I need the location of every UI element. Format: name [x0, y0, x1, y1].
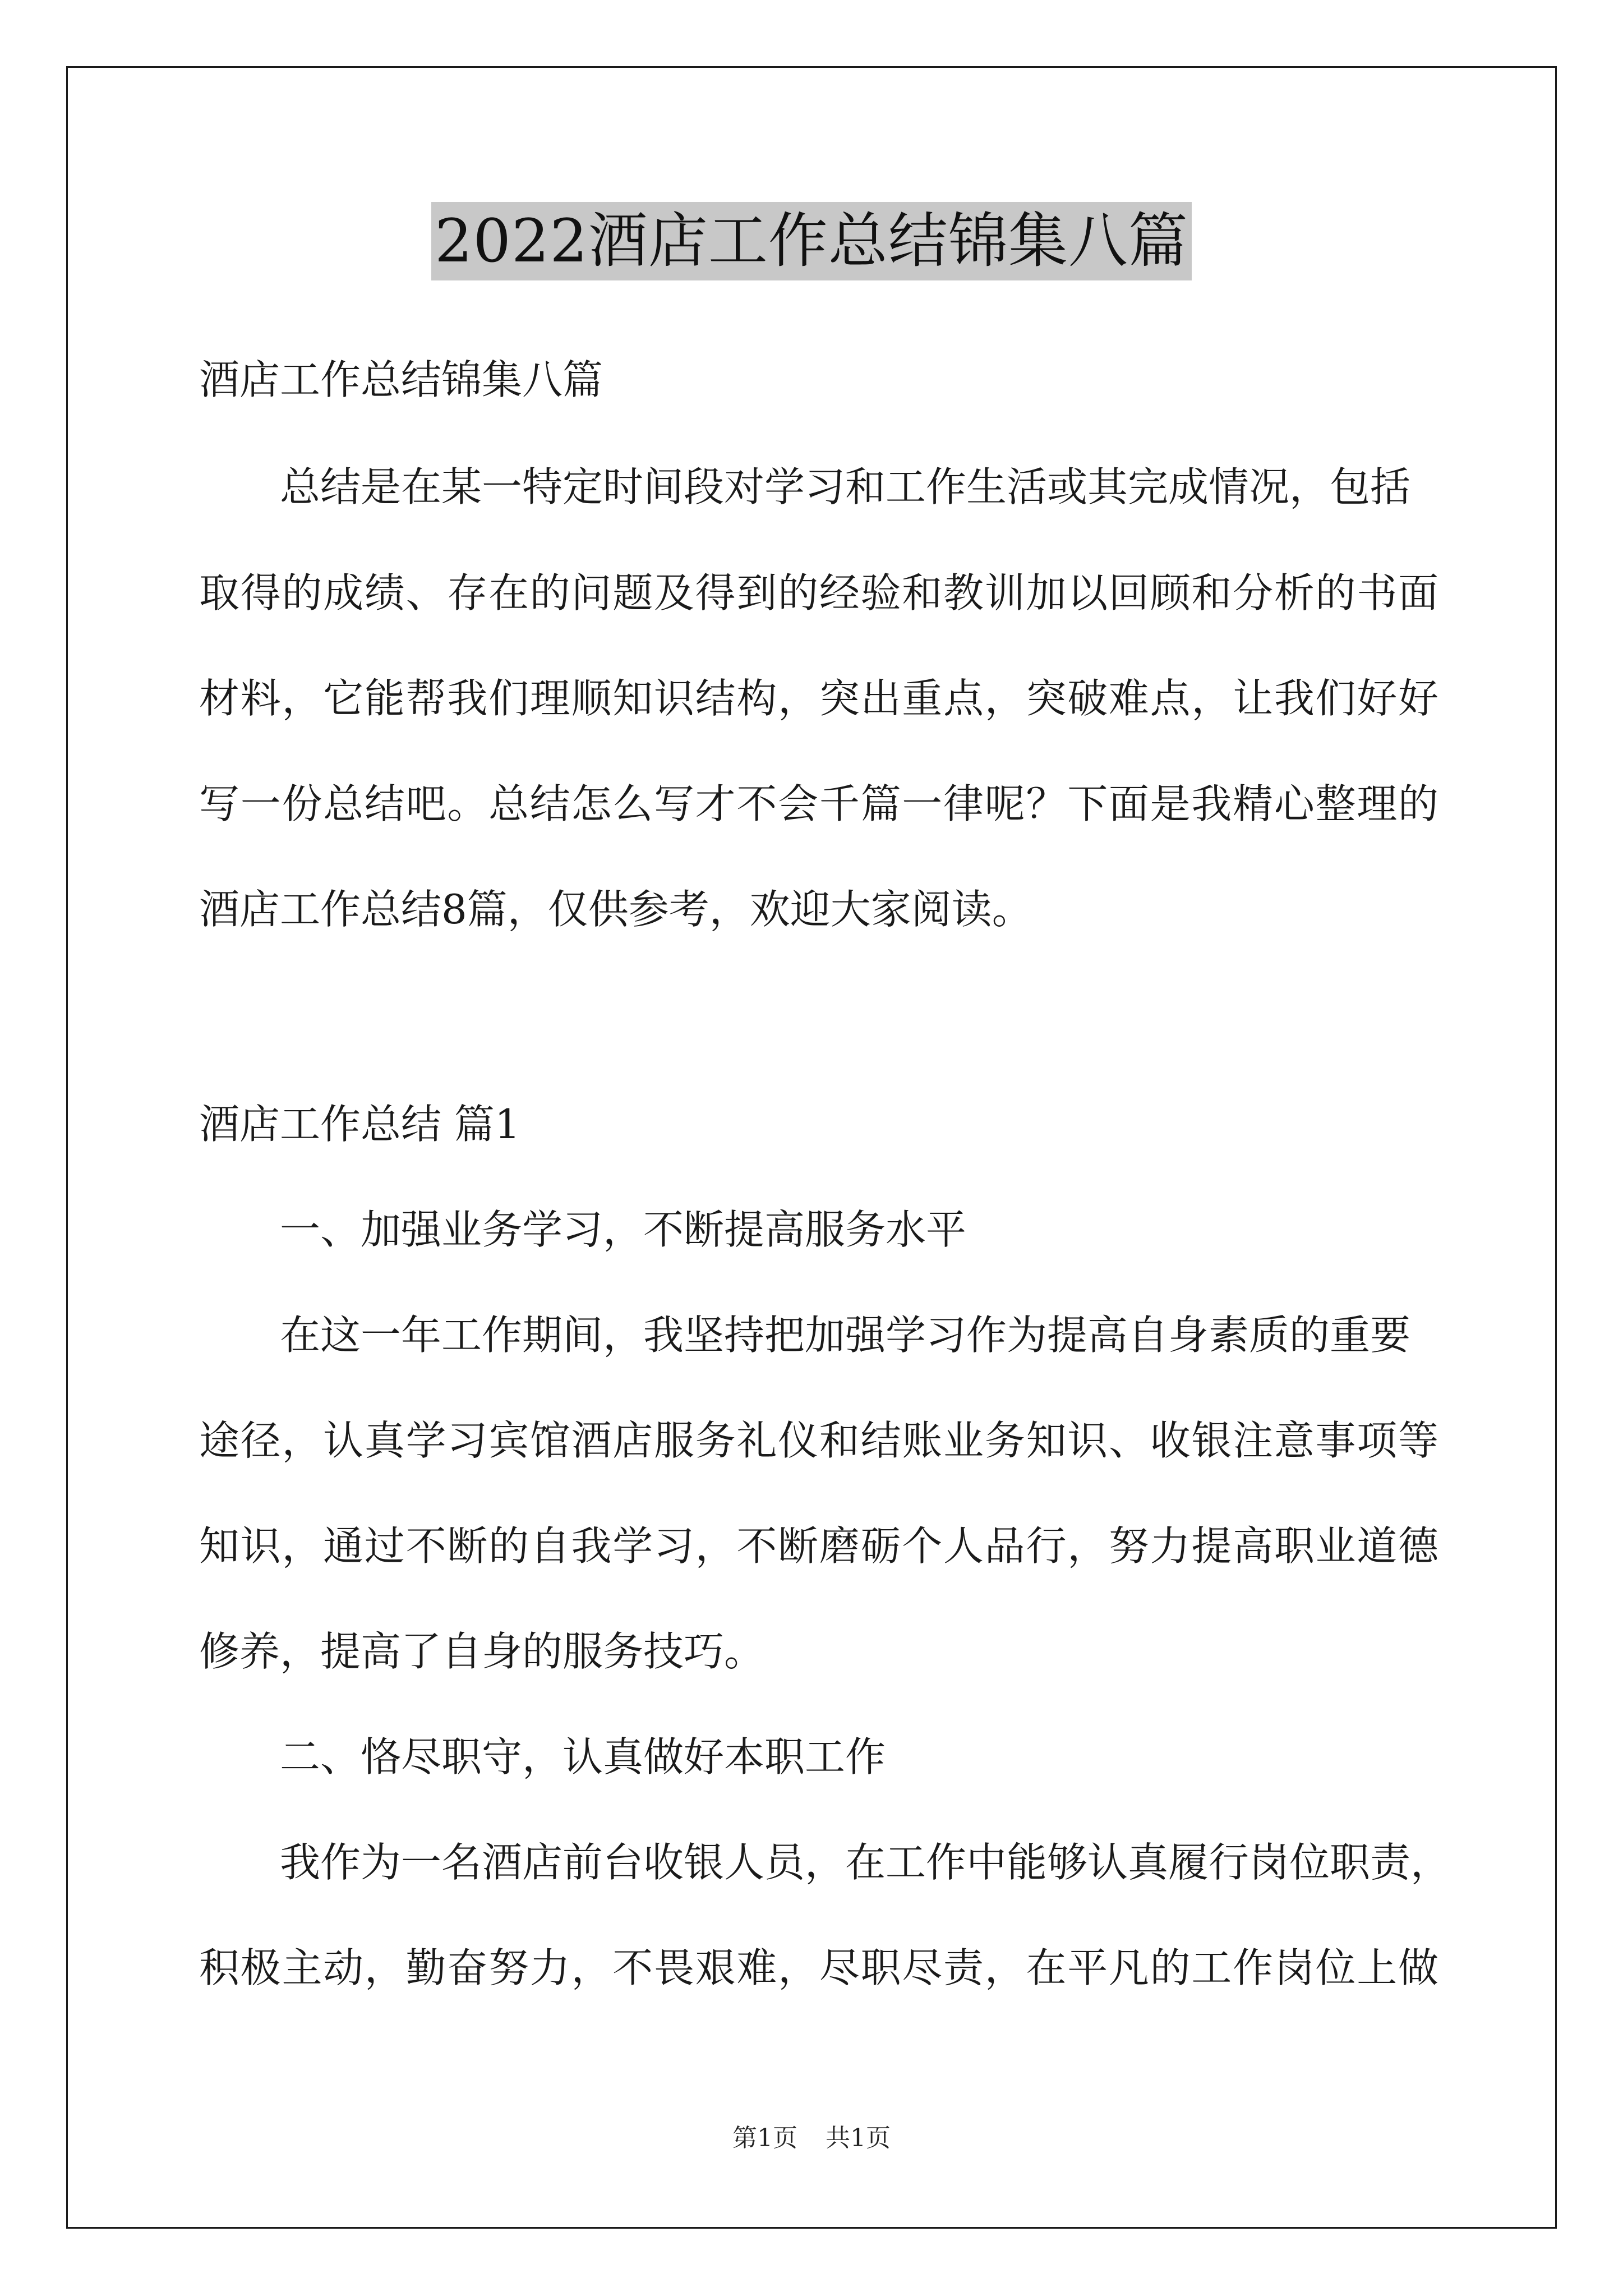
intro-line-5: 酒店工作总结8篇，仅供参考，欢迎大家阅读。 [199, 886, 1032, 933]
page-footer [0, 2118, 1623, 2154]
intro-line-1: 总结是在某一特定时间段对学习和工作生活或其完成情况，包括 [280, 463, 1411, 510]
point1-line-4: 修养，提高了自身的服务技巧。 [199, 1628, 765, 1675]
point2-line-1: 我作为一名酒店前台收银人员，在工作中能够认真履行岗位职责， [280, 1839, 1451, 1886]
intro-line-3: 材料，它能帮我们理顺知识结构，突出重点，突破难点，让我们好好 [199, 675, 1438, 722]
page-total: 共1页 [826, 2124, 891, 2152]
document-title: 2022酒店工作总结锦集八篇 [431, 202, 1192, 280]
intro-line-2: 取得的成绩、存在的问题及得到的经验和教训加以回顾和分析的书面 [199, 569, 1438, 616]
point2-line-2: 积极主动，勤奋努力，不畏艰难，尽职尽责，在平凡的工作岗位上做 [199, 1944, 1438, 1991]
point1-line-3: 知识，通过不断的自我学习，不断磨砺个人品行，努力提高职业道德 [199, 1522, 1438, 1570]
intro-line-4: 写一份总结吧。总结怎么写才不会千篇一律呢？下面是我精心整理的 [199, 780, 1438, 827]
title-container [0, 202, 1623, 280]
point1-heading: 一、加强业务学习，不断提高服务水平 [280, 1206, 967, 1253]
point1-line-1: 在这一年工作期间，我坚持把加强学习作为提高自身素质的重要 [280, 1312, 1411, 1359]
page-number: 第1页 [732, 2124, 797, 2152]
document-subtitle: 酒店工作总结锦集八篇 [199, 356, 603, 403]
point2-heading: 二、恪尽职守，认真做好本职工作 [280, 1733, 886, 1780]
point1-line-2: 途径，认真学习宾馆酒店服务礼仪和结账业务知识、收银注意事项等 [199, 1417, 1438, 1464]
section-heading: 酒店工作总结 篇1 [199, 1101, 520, 1148]
